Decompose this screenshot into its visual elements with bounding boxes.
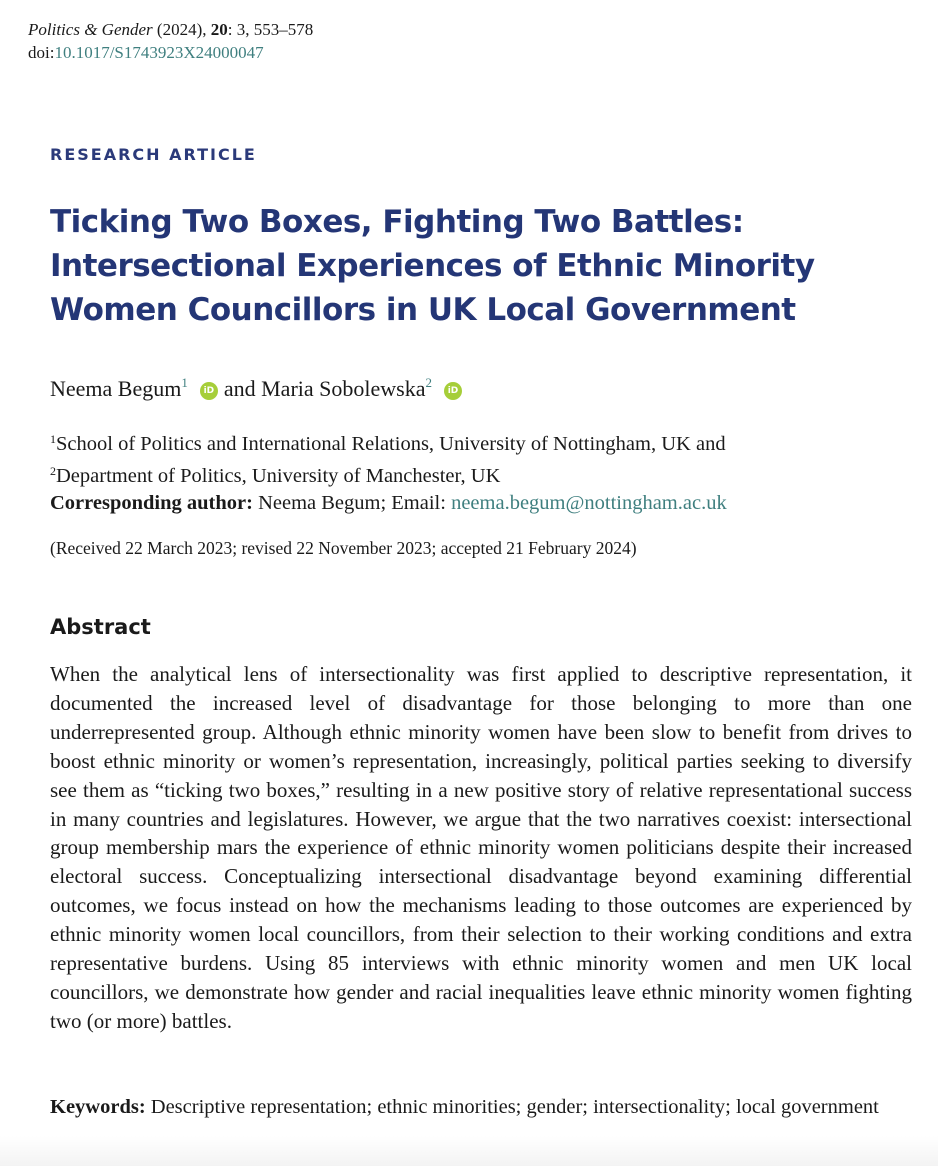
abstract-text: When the analytical lens of intersectionality was first applied to descriptive representation, it documented the increased level of disadvantage for those belonging to more than one underrepresented group. Although ethnic minority women have been slow to benefit from drives to boost ethnic minority or women’s representation, increasingly, political parties seeking to diversify see them as “ticking two boxes,” resulting in a new positive story of relative representational success in many countries and legislatures. However, we argue that the two narratives coexist: intersectional group membership mars the experience of ethnic minority women politicians despite their increased electoral success. Conceptualizing intersectional disadvantage beyond examining differential outcomes, we focus instead on how the mechanisms leading to those outcomes are experienced by ethnic minority women local councillors, from their selection to their working conditions and extra representative burdens. Using 85 interviews with ethnic minority women and men UK local councillors, we demonstrate how gender and racial inequalities leave ethnic minority women fighting two (or more) battles. <box>50 662 912 1033</box>
article-title <box>50 200 910 332</box>
doi-link[interactable]: 10.1017/S1743923X24000047 <box>54 43 264 62</box>
corresponding-label: Corresponding author: <box>50 492 253 514</box>
author-affiliation-sup[interactable]: 2 <box>425 375 432 390</box>
keywords-text: Descriptive representation; ethnic minorities; gender; intersectionality; local government <box>150 1096 879 1118</box>
title-line: Intersectional Experiences of Ethnic Minority <box>50 248 815 284</box>
email-link[interactable]: neema.begum@nottingham.ac.uk <box>451 492 727 514</box>
doi-prefix: doi: <box>28 43 55 62</box>
affiliation-text: School of Politics and International Relations, University of Nottingham, UK and <box>56 433 726 455</box>
affiliations <box>50 426 912 517</box>
journal-line <box>28 18 313 41</box>
bottom-fade <box>0 1136 938 1166</box>
keywords-label: Keywords: <box>50 1096 146 1118</box>
article-type-label: RESEARCH ARTICLE <box>50 145 257 164</box>
affiliation-sup: 1 <box>50 432 56 446</box>
keywords <box>50 1093 912 1121</box>
author-name[interactable]: Neema Begum <box>50 376 182 401</box>
corresponding-author <box>50 490 912 517</box>
journal-name: Politics & Gender <box>28 20 153 39</box>
doi-line <box>28 41 313 64</box>
author-affiliation-sup[interactable]: 1 <box>181 375 188 390</box>
journal-issue-pages: : 3, 553–578 <box>227 20 314 39</box>
affiliation-text: Department of Politics, University of Manchester, UK <box>56 465 501 487</box>
orcid-icon[interactable]: iD <box>444 382 462 400</box>
author-name[interactable]: and Maria Sobolewska <box>223 376 426 401</box>
title-line: Ticking Two Boxes, Fighting Two Battles: <box>50 204 744 240</box>
journal-volume: 20 <box>210 20 228 39</box>
corresponding-text: Neema Begum; Email: <box>258 492 446 514</box>
author-list <box>50 375 468 402</box>
received-dates: (Received 22 March 2023; revised 22 November 2023; accepted 21 February 2024) <box>50 538 637 558</box>
title-line: Women Councillors in UK Local Government <box>50 292 796 328</box>
journal-year: (2024), <box>156 20 207 39</box>
affiliation-1 <box>50 426 912 458</box>
affiliation-sup: 2 <box>50 464 56 478</box>
orcid-icon[interactable]: iD <box>200 382 218 400</box>
affiliation-2 <box>50 458 912 490</box>
abstract-heading: Abstract <box>50 615 151 639</box>
citation-header <box>28 18 313 64</box>
